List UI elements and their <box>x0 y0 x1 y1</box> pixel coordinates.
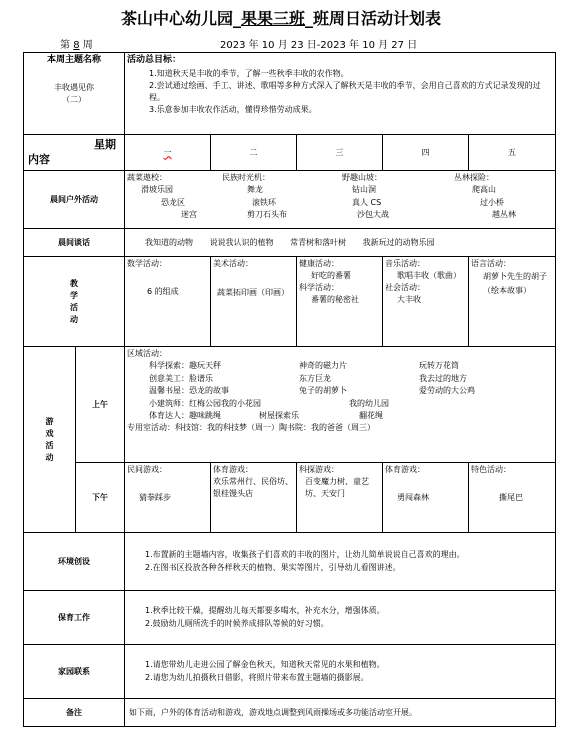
teaching-mon: 数学活动： 6 的组成 <box>125 257 211 347</box>
area-title: 区域活动： <box>127 349 168 358</box>
theme-label: 本周主题名称 <box>47 55 102 65</box>
goal-3: 3.乐意参加丰收农作活动，懂得珍惜劳动成果。 <box>149 104 317 114</box>
goal-title: 活动总目标： <box>127 55 182 65</box>
outdoor-row <box>24 171 556 229</box>
talk-row <box>24 229 556 257</box>
area-row-2: 创意美工：脸谱乐 东方巨龙 我去过的地方 <box>149 373 468 383</box>
family-line-1: 1.请您带幼儿走进公园了解金色秋天，知道秋天常见的水果和植物。 <box>145 659 385 669</box>
family-line-2: 2.请您为幼儿拍摄秋日借影，将照片带来布置主题墙的摄影展。 <box>145 672 369 682</box>
game-pm-mon: 民间游戏： 猜拳踩步 <box>125 463 211 533</box>
teaching-fri: 语言活动： 胡萝卜先生的胡子（绘本故事） <box>469 257 556 347</box>
day-tue: 二 <box>211 135 297 171</box>
outdoor-line4: 迷宫 剪刀石头布 沙包大战 越丛林 <box>181 210 517 220</box>
talk-item-4: 我新玩过的动物乐园 <box>362 237 435 247</box>
care-line-1: 1.秋季比较干燥，提醒幼儿每天都要多喝水，补充水分，增强体质。 <box>145 605 385 615</box>
week-suffix: 周 <box>82 40 93 51</box>
goal-1: 1.知道秋天是丰收的季节，了解一些秋季丰收的农作物。 <box>149 68 349 78</box>
teaching-wed: 健康活动： 好吃的番薯 科学活动： 番薯的秘密社 <box>297 257 383 347</box>
theme-name-line1: 丰收遇见你 <box>54 82 94 92</box>
day-wed: 三 <box>297 135 383 171</box>
date-range: 2023 年 10 月 23 日-2023 年 10 月 27 日 <box>220 40 418 51</box>
week-num: 8 <box>73 40 80 51</box>
teaching-row <box>24 257 556 347</box>
outdoor-line1: 蔬菜遨校： 民族时光机： 野趣山坡： 丛林探险： <box>127 173 495 182</box>
area-row-4: 小建筑师：红梅公园我的小花园 我的幼儿园 <box>149 398 390 408</box>
area-row-1: 科学探索：趣玩天秤 神奇的磁力片 玩转万花筒 <box>149 361 460 371</box>
game-pm-tue: 体育游戏： 欢乐常州行、民俗坊、银桂馒头店 <box>211 463 297 533</box>
plan-meta <box>60 36 552 50</box>
goals-cell <box>125 53 556 135</box>
day-thu: 四 <box>383 135 469 171</box>
env-row <box>24 533 556 591</box>
plan-table <box>23 52 556 727</box>
talk-cell <box>125 229 556 257</box>
family-cell <box>125 645 556 699</box>
weekday-label: 星期 <box>94 138 117 151</box>
outdoor-line2: 滑坡乐园 舞龙 钻山洞 爬高山 <box>141 185 497 195</box>
outdoor-cell <box>125 171 556 229</box>
talk-item-3: 常青树和落叶树 <box>290 237 347 247</box>
week-number <box>60 36 210 50</box>
game-am-row <box>24 347 556 463</box>
week-prefix: 第 <box>60 40 70 51</box>
game-pm-row <box>24 463 556 533</box>
outdoor-line3: 恐龙区 滚铁环 真人 CS 过小桥 <box>161 197 505 207</box>
pm-label: 下午 <box>76 463 125 533</box>
care-cell <box>125 591 556 645</box>
teaching-thu: 音乐活动： 歌唱丰收（歌曲） 社会活动： 大丰收 <box>383 257 469 347</box>
game-pm-fri: 特色活动： 撕尾巴 <box>469 463 556 533</box>
env-label: 环境创设 <box>24 533 125 591</box>
theme-cell <box>24 53 125 135</box>
note-label: 备注 <box>24 699 125 727</box>
talk-item-2: 说说我认识的植物 <box>209 237 274 247</box>
weekday-row <box>24 135 556 171</box>
care-label: 保育工作 <box>24 591 125 645</box>
note-row <box>24 699 556 727</box>
special-room: 专用室活动：科技馆：我的科技梦（周一）陶书院：我的爸爸（周三） <box>127 423 376 433</box>
game-label: 游 戏 活 动 <box>24 347 76 533</box>
game-pm-thu: 体育游戏： 勇闯森林 <box>383 463 469 533</box>
theme-row <box>24 53 556 135</box>
family-row <box>24 645 556 699</box>
page-title <box>0 6 562 29</box>
area-row-3: 温馨书屋：恐龙的故事 兔子的胡萝卜 爱劳动的大公鸡 <box>149 386 476 396</box>
outdoor-label: 晨间户外活动 <box>24 171 125 229</box>
game-pm-wed: 科探游戏： 百变魔力树、童艺坊、天安门 <box>297 463 383 533</box>
am-label: 上午 <box>76 347 125 463</box>
teaching-label: 教 学 活 动 <box>24 257 125 347</box>
talk-label: 晨间谈话 <box>24 229 125 257</box>
theme-name-line2: （二） <box>62 94 86 104</box>
env-line-1: 1.布置新的主题墙内容，收集孩子们喜欢的丰收的图片，让幼儿简单说说自己喜欢的理由。 <box>145 549 465 559</box>
title-suffix: _班周日活动计划表 <box>305 9 442 28</box>
env-line-2: 2.在图书区投放各种各样秋天的植物、果实等图片，引导幼儿看图讲述。 <box>145 562 401 572</box>
title-prefix: 茶山中心幼儿园_ <box>120 9 241 28</box>
teaching-tue: 美术活动： 蔬菜拓印画（印画） <box>211 257 297 347</box>
care-line-2: 2.鼓励幼儿厕所洗手的时候养成排队等候的好习惯。 <box>145 618 329 628</box>
title-class: 果果三班 <box>240 9 305 28</box>
goal-2: 2.尝试通过绘画、手工、讲述、歌唱等多种方式深入了解秋天是丰收的季节，会用自己喜欢的方式记录发现的过程。 <box>149 80 541 102</box>
area-row-5: 体育达人：趣味跳绳 树屋探索乐 翻花绳 <box>149 410 384 420</box>
weekday-label-cell <box>24 135 125 171</box>
talk-item-1: 我知道的动物 <box>145 237 194 247</box>
env-cell <box>125 533 556 591</box>
note-cell: 如下雨，户外的体育活动和游戏，游戏地点调整到风雨操场或多功能活动室开展。 <box>125 699 556 727</box>
game-am-cell <box>125 347 556 463</box>
family-label: 家园联系 <box>24 645 125 699</box>
content-label: 内容 <box>28 152 50 166</box>
day-mon: 一 <box>125 135 211 171</box>
day-fri: 五 <box>469 135 556 171</box>
care-row <box>24 591 556 645</box>
